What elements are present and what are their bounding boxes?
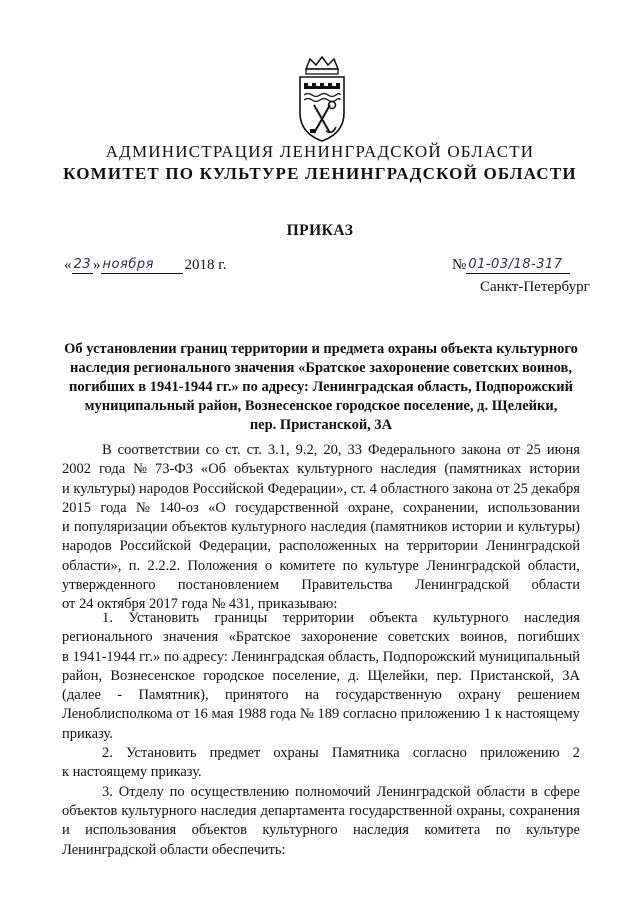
text-line: от 24 октября 2017 года № 431, приказываю:: [62, 596, 338, 613]
text-line: 2015 года № 140-оз «О государственной охране, сохранении, использовании: [62, 499, 580, 516]
order-items: [62, 609, 580, 860]
text-line: объектов культурного наследия департамента государственной охраны, сохранения: [62, 802, 580, 819]
text-line: и культуры) народов Российской Федерации», ст. 4 областного закона от 25 декабря: [62, 480, 580, 497]
date-month: ноября: [101, 257, 183, 274]
text-line: 2. Установить предмет охраны Памятника согласно приложению 2: [102, 745, 580, 762]
order-city: Санкт-Петербург: [480, 279, 590, 295]
text-line: В соответствии со ст. ст. 3.1, 9.2, 20, 33 Федерального закона от 25 июня: [102, 442, 580, 458]
subject-line: наследия регионального значения «Братское захоронение советских воинов,: [70, 360, 572, 376]
text-line: и использования объектов культурного наследия комитета по культуре: [62, 822, 580, 839]
date-open-quote: «: [64, 257, 72, 273]
text-line: народов Российской Федерации, расположенных на территории Ленинградской: [62, 538, 580, 555]
text-line: регионального значения «Братское захоронение советских воинов, погибших: [62, 629, 580, 646]
order-date: [64, 257, 227, 274]
preamble-paragraph: [62, 441, 580, 615]
text-line: приказу.: [62, 725, 113, 742]
text-line: утвержденного постановлением Правительства Ленинградской области: [62, 577, 580, 594]
date-close-quote: »: [93, 257, 101, 273]
text-line: и популяризации объектов культурного наследия (памятников истории и культуры): [62, 519, 580, 536]
order-subject: [62, 340, 580, 435]
text-line: Леноблисполкома от 16 мая 1988 года № 189 согласно приложению 1 к настоящему: [62, 706, 580, 723]
number-value: 01-03/18-317: [466, 257, 570, 274]
text-line: к настоящему приказу.: [62, 764, 202, 781]
text-line: 3. Отделу по осуществлению полномочий Ленинградской области в сфере: [102, 783, 580, 800]
subject-line: погибших в 1941-1944 гг.» по адресу: Ленинградская область, Подпорожский: [69, 379, 573, 395]
subject-line: пер. Пристанской, 3А: [249, 417, 393, 433]
subject-line: Об установлении границ территории и предмета охраны объекта культурного: [64, 341, 578, 357]
text-line: (далее - Памятник), принятого на государственную охрану решением: [62, 687, 580, 704]
subject-line: муниципальный район, Вознесенское городское поселение, д. Щелейки,: [84, 398, 558, 414]
date-year: 2018 г.: [184, 257, 227, 273]
date-day: 23: [73, 257, 92, 272]
order-number: [452, 257, 570, 274]
organization-name: АДМИНИСТРАЦИЯ ЛЕНИНГРАДСКОЙ ОБЛАСТИ: [105, 142, 535, 161]
text-line: 2002 года № 73-ФЗ «Об объектах культурного наследия (памятниках истории: [62, 461, 580, 478]
number-prefix: №: [452, 257, 467, 273]
order-title: ПРИКАЗ: [286, 222, 354, 239]
committee-name: КОМИТЕТ ПО КУЛЬТУРЕ ЛЕНИНГРАДСКОЙ ОБЛАСТИ: [63, 164, 577, 183]
text-line: район, Вознесенское городское поселение, д. Щелейки, пер. Пристанской, 3А: [62, 667, 580, 684]
text-line: в 1941-1944 гг.» по адресу: Ленинградская область, Подпорожский муниципальный: [62, 648, 580, 665]
coat-of-arms-icon: [296, 55, 348, 143]
text-line: области», п. 2.2.2. Положения о комитете по культуре Ленинградской области,: [62, 557, 580, 574]
text-line: 1. Установить границы территории объекта культурного наследия: [102, 610, 580, 626]
text-line: Ленинградской области обеспечить:: [62, 841, 286, 858]
